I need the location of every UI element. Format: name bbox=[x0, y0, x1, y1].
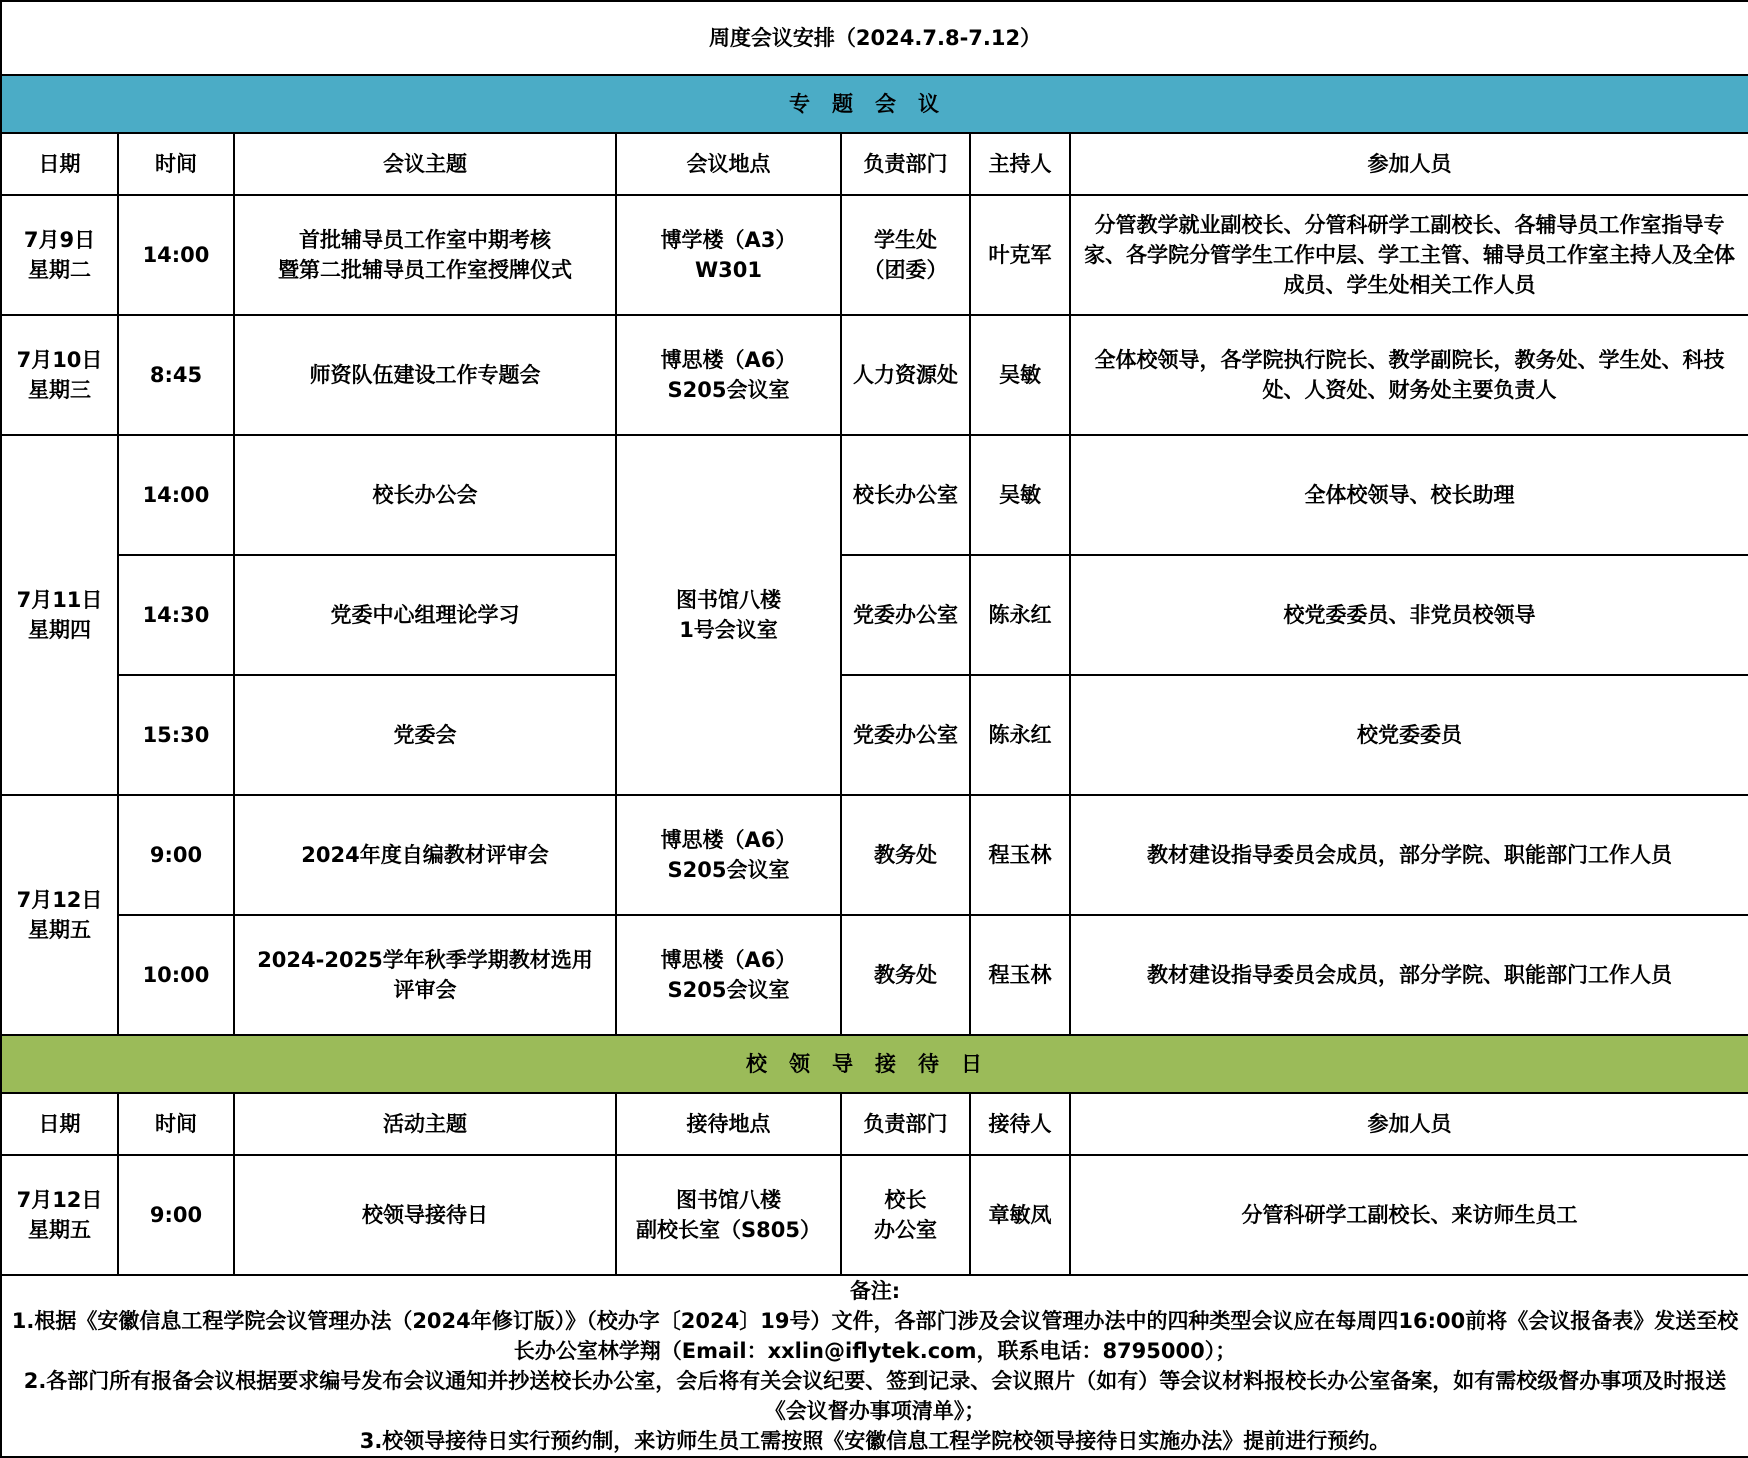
location-cell bbox=[616, 435, 841, 795]
location-line: 博学楼（A3） bbox=[660, 228, 797, 252]
table-header-row bbox=[1, 133, 1748, 195]
weekday: 星期五 bbox=[28, 918, 91, 942]
department-line: 学生处 bbox=[874, 228, 937, 252]
header-department: 负责部门 bbox=[841, 133, 970, 195]
header-time: 时间 bbox=[118, 1093, 234, 1155]
topic-line: 2024-2025学年秋季学期教材选用 bbox=[257, 948, 593, 972]
host-cell: 陈永红 bbox=[970, 555, 1070, 675]
department-cell: 人力资源处 bbox=[841, 315, 970, 435]
time-cell: 8:45 bbox=[118, 315, 234, 435]
date: 7月12日 bbox=[16, 888, 103, 912]
location-line: S205会议室 bbox=[667, 858, 790, 882]
date: 7月11日 bbox=[16, 588, 103, 612]
time-cell: 15:30 bbox=[118, 675, 234, 795]
table-row bbox=[1, 195, 1748, 315]
location-line: 图书馆八楼 bbox=[676, 1188, 781, 1212]
header-host: 主持人 bbox=[970, 133, 1070, 195]
department-cell bbox=[841, 1155, 970, 1275]
header-date: 日期 bbox=[1, 1093, 118, 1155]
location-line: S205会议室 bbox=[667, 378, 790, 402]
department-line: （团委） bbox=[863, 258, 948, 282]
location-line: 副校长室（S805） bbox=[636, 1218, 821, 1242]
header-date: 日期 bbox=[1, 133, 118, 195]
time-cell: 14:00 bbox=[118, 435, 234, 555]
attendees-cell: 校党委委员 bbox=[1070, 675, 1748, 795]
location-cell bbox=[616, 195, 841, 315]
header-activity: 活动主题 bbox=[234, 1093, 616, 1155]
header-attendees: 参加人员 bbox=[1070, 1093, 1748, 1155]
host-cell: 叶克军 bbox=[970, 195, 1070, 315]
header-venue: 接待地点 bbox=[616, 1093, 841, 1155]
header-attendees: 参加人员 bbox=[1070, 133, 1748, 195]
date-cell bbox=[1, 315, 118, 435]
page-title: 周度会议安排（2024.7.8-7.12） bbox=[1, 1, 1748, 75]
topic-line: 首批辅导员工作室中期考核 bbox=[299, 228, 551, 252]
date-cell bbox=[1, 435, 118, 795]
department-cell: 校长办公室 bbox=[841, 435, 970, 555]
time-cell: 14:30 bbox=[118, 555, 234, 675]
attendees-cell: 分管科研学工副校长、来访师生员工 bbox=[1070, 1155, 1748, 1275]
location-cell bbox=[616, 795, 841, 915]
time-cell: 10:00 bbox=[118, 915, 234, 1035]
time-cell: 9:00 bbox=[118, 795, 234, 915]
attendees-cell: 教材建设指导委员会成员，部分学院、职能部门工作人员 bbox=[1070, 915, 1748, 1035]
department-cell: 教务处 bbox=[841, 795, 970, 915]
location-line: 博思楼（A6） bbox=[660, 348, 797, 372]
weekday: 星期五 bbox=[28, 1218, 91, 1242]
host-cell: 陈永红 bbox=[970, 675, 1070, 795]
topic-cell bbox=[234, 195, 616, 315]
topic-cell: 师资队伍建设工作专题会 bbox=[234, 315, 616, 435]
department-cell bbox=[841, 195, 970, 315]
table-row bbox=[1, 435, 1748, 555]
weekday: 星期三 bbox=[28, 378, 91, 402]
location-line: 博思楼（A6） bbox=[660, 828, 797, 852]
weekday: 星期二 bbox=[28, 258, 91, 282]
topic-line: 暨第二批辅导员工作室授牌仪式 bbox=[278, 258, 572, 282]
date: 7月10日 bbox=[16, 348, 103, 372]
note-item: 3.校领导接待日实行预约制，来访师生员工需按照《安徽信息工程学院校领导接待日实施办法》提前进行预约。 bbox=[359, 1429, 1391, 1453]
section-banner-meetings: 专题会议 bbox=[1, 75, 1748, 133]
attendees-cell: 全体校领导，各学院执行院长、教学副院长，教务处、学生处、科技处、人资处、财务处主要负责人 bbox=[1070, 315, 1748, 435]
note-item: 2.各部门所有报备会议根据要求编号发布会议通知并抄送校长办公室，会后将有关会议纪要、签到记录、会议照片（如有）等会议材料报校长办公室备案，如有需校级督办事项及时报送《会议督办事项清单》； bbox=[23, 1369, 1727, 1423]
location-line: 博思楼（A6） bbox=[660, 948, 797, 972]
host-cell: 吴敏 bbox=[970, 435, 1070, 555]
attendees-cell: 校党委委员、非党员校领导 bbox=[1070, 555, 1748, 675]
department-line: 校长 bbox=[884, 1188, 927, 1212]
host-cell: 程玉林 bbox=[970, 915, 1070, 1035]
time-cell: 9:00 bbox=[118, 1155, 234, 1275]
department-cell: 党委办公室 bbox=[841, 555, 970, 675]
weekday: 星期四 bbox=[28, 618, 91, 642]
location-cell bbox=[616, 1155, 841, 1275]
header-department: 负责部门 bbox=[841, 1093, 970, 1155]
date: 7月12日 bbox=[16, 1188, 103, 1212]
topic-cell: 2024年度自编教材评审会 bbox=[234, 795, 616, 915]
header-topic: 会议主题 bbox=[234, 133, 616, 195]
host-cell: 章敏凤 bbox=[970, 1155, 1070, 1275]
department-cell: 教务处 bbox=[841, 915, 970, 1035]
note-item: 1.根据《安徽信息工程学院会议管理办法（2024年修订版）》（校办字〔2024〕19号）文件，各部门涉及会议管理办法中的四种类型会议应在每周四16:00前将《会议报备表》发送至校长办公室林学翔（Email：xxlin@iflytek.com，联系电话：8795000）； bbox=[11, 1309, 1739, 1363]
header-time: 时间 bbox=[118, 133, 234, 195]
topic-line: 评审会 bbox=[393, 978, 457, 1002]
date-cell bbox=[1, 195, 118, 315]
attendees-cell: 全体校领导、校长助理 bbox=[1070, 435, 1748, 555]
host-cell: 程玉林 bbox=[970, 795, 1070, 915]
date: 7月9日 bbox=[23, 228, 96, 252]
attendees-cell: 教材建设指导委员会成员，部分学院、职能部门工作人员 bbox=[1070, 795, 1748, 915]
topic-cell: 校领导接待日 bbox=[234, 1155, 616, 1275]
time-cell: 14:00 bbox=[118, 195, 234, 315]
notes-section bbox=[1, 1275, 1748, 1457]
location-line: 图书馆八楼 bbox=[676, 588, 781, 612]
header-receiver: 接待人 bbox=[970, 1093, 1070, 1155]
table-row bbox=[1, 1155, 1748, 1275]
department-cell: 党委办公室 bbox=[841, 675, 970, 795]
table-row bbox=[1, 915, 1748, 1035]
location-line: S205会议室 bbox=[667, 978, 790, 1002]
host-cell: 吴敏 bbox=[970, 315, 1070, 435]
section-banner-reception: 校领导接待日 bbox=[1, 1035, 1748, 1093]
attendees-cell: 分管教学就业副校长、分管科研学工副校长、各辅导员工作室指导专家、各学院分管学生工作中层、学工主管、辅导员工作室主持人及全体成员、学生处相关工作人员 bbox=[1070, 195, 1748, 315]
notes-heading: 备注: bbox=[849, 1279, 901, 1303]
table-header-row bbox=[1, 1093, 1748, 1155]
topic-cell: 党委会 bbox=[234, 675, 616, 795]
topic-cell bbox=[234, 915, 616, 1035]
table-row bbox=[1, 315, 1748, 435]
date-cell bbox=[1, 1155, 118, 1275]
department-line: 办公室 bbox=[874, 1218, 937, 1242]
topic-cell: 校长办公会 bbox=[234, 435, 616, 555]
location-line: W301 bbox=[695, 258, 762, 282]
table-row bbox=[1, 555, 1748, 675]
header-location: 会议地点 bbox=[616, 133, 841, 195]
date-cell bbox=[1, 795, 118, 1035]
location-line: 1号会议室 bbox=[679, 618, 778, 642]
table-row bbox=[1, 795, 1748, 915]
location-cell bbox=[616, 915, 841, 1035]
table-row bbox=[1, 675, 1748, 795]
topic-cell: 党委中心组理论学习 bbox=[234, 555, 616, 675]
location-cell bbox=[616, 315, 841, 435]
